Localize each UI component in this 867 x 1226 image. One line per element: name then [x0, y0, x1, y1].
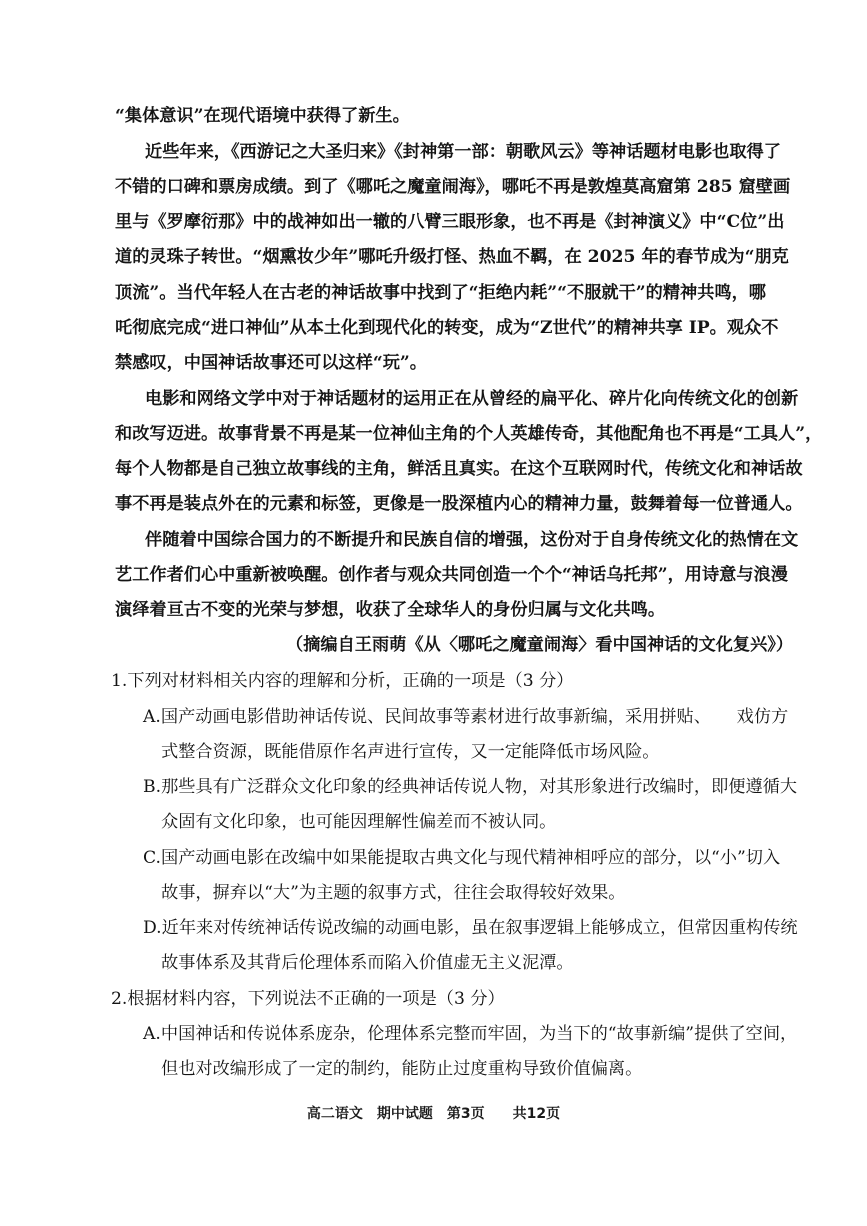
question-2-option-a-cont: 但也对改编形成了一定的制约，能防止过度重构导致价值偏离。	[161, 1059, 643, 1079]
question-1-option-d: D.近年来对传统神话传说改编的动画电影，虽在叙事逻辑上能够成立，但常因重构传统	[143, 918, 798, 938]
question-1-option-a-cont: 式整合资源，既能借原作名声进行宣传，又一定能降低市场风险。	[161, 742, 660, 762]
passage-line: 近些年来，《西游记之大圣归来》《封神第一部：朝歌风云》等神话题材电影也取得了	[145, 142, 781, 162]
question-1-option-b-cont: 众固有文化印象，也可能因理解性偏差而不被认同。	[161, 812, 557, 832]
passage-line: 和改写迈进。故事背景不再是某一位神仙主角的个人英雄传奇，其他配角也不再是“工具人”，	[115, 424, 823, 444]
question-2-option-a: A.中国神话和传说体系庞杂，伦理体系完整而牢固，为当下的“故事新编”提供了空间，	[143, 1024, 798, 1044]
passage-line: 每个人物都是自己独立故事线的主角，鲜活且真实。在这个互联网时代，传统文化和神话故	[115, 459, 803, 479]
passage-source: （摘编自王雨萌《从〈哪吒之魔童闹海〉看中国神话的文化复兴》）	[286, 635, 794, 655]
page-footer: 高二语文 期中试题 第3页 共12页	[306, 1106, 561, 1122]
passage-line: “集体意识”在现代语境中获得了新生。	[115, 106, 410, 126]
passage-line: 不错的口碑和票房成绩。到了《哪吒之魔童闹海》，哪吒不再是敦煌莫高窟第 285 窟壁画	[115, 177, 791, 197]
question-1-option-b: B.那些具有广泛群众文化印象的经典神话传说人物，对其形象进行改编时，即便遵循大	[143, 777, 798, 797]
question-1-option-d-cont: 故事体系及其背后伦理体系而陷入价值虚无主义泥潭。	[161, 953, 574, 973]
passage-line: 艺工作者们心中重新被唤醒。创作者与观众共同创造一个个“神话乌托邦”，用诗意与浪漫	[115, 565, 788, 585]
question-1-option-c: C.国产动画电影在改编中如果能提取古典文化与现代精神相呼应的部分，以“小”切入	[143, 848, 781, 868]
question-1-option-c-cont: 故事，摒弃以“大”为主题的叙事方式，往往会取得较好效果。	[161, 883, 626, 903]
passage-line: 道的灵珠子转世。“烟熏妆少年”哪吒升级打怪、热血不羁，在 2025 年的春节成为“朋克	[115, 247, 789, 267]
passage-line: 里与《罗摩衍那》中的战神如出一辙的八臂三眼形象，也不再是《封神演义》中“C位”出	[115, 212, 785, 232]
passage-line: 事不再是装点外在的元素和标签，更像是一股深植内心的精神力量，鼓舞着每一位普通人。	[115, 494, 803, 514]
passage-line: 吒彻底完成“进口神仙”从本土化到现代化的转变，成为“Z世代”的精神共享 IP。观众不	[115, 318, 779, 338]
question-1-option-a: A.国产动画电影借助神话传说、民间故事等素材进行故事新编，采用拼贴、 戏仿方	[143, 707, 789, 727]
passage-line: 禁感叹，中国神话故事还可以这样“玩”。	[115, 353, 427, 373]
passage-line: 电影和网络文学中对于神话题材的运用正在从曾经的扁平化、碎片化向传统文化的创新	[145, 389, 799, 409]
passage-line: 伴随着中国综合国力的不断提升和民族自信的增强，这份对于自身传统文化的热情在文	[145, 530, 799, 550]
passage-line: 顶流”。当代年轻人在古老的神话故事中找到了“拒绝内耗”“不服就干”的精神共鸣，哪	[115, 283, 766, 303]
question-1-stem: 1.下列对材料相关内容的理解和分析，正确的一项是（3 分）	[111, 671, 574, 691]
question-2-stem: 2.根据材料内容，下列说法不正确的一项是（3 分）	[111, 989, 505, 1009]
passage-line: 演绎着亘古不变的光荣与梦想，收获了全球华人的身份归属与文化共鸣。	[115, 600, 666, 620]
